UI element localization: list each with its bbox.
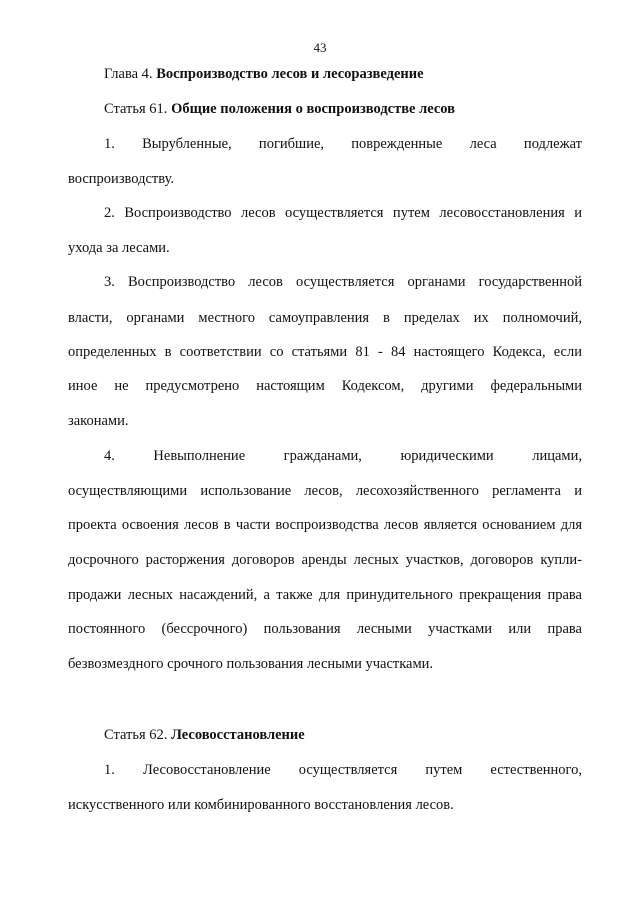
article-61-line: 4. Невыполнение гражданами, юридическими лицами,: [104, 448, 582, 464]
article-62-title: Лесовосстановление: [171, 727, 305, 743]
article-61-line: досрочного расторжения договоров аренды лесных участков, договоров купли-: [68, 552, 582, 568]
chapter-heading: [104, 66, 424, 83]
article-62-line: 1. Лесовосстановление осуществляется путем естественного,: [104, 762, 582, 778]
article-61-title: Общие положения о воспроизводстве лесов: [171, 101, 456, 117]
article-62-heading: [104, 727, 305, 744]
article-61-line: постоянного (бессрочного) пользования лесными участками или права: [68, 621, 582, 637]
chapter-prefix: Глава 4.: [104, 66, 153, 82]
article-61-line: законами.: [68, 413, 129, 429]
article-62-line: искусственного или комбинированного восстановления лесов.: [68, 797, 454, 813]
article-61-line: определенных в соответствии со статьями 81 - 84 настоящего Кодекса, если: [68, 344, 582, 360]
article-61-line: 1. Вырубленные, погибшие, поврежденные леса подлежат: [104, 136, 582, 152]
article-61-line: 3. Воспроизводство лесов осуществляется органами государственной: [104, 274, 582, 290]
article-61-line: проекта освоения лесов в части воспроизводства лесов является основанием для: [68, 517, 582, 533]
article-61-line: 2. Воспроизводство лесов осуществляется путем лесовосстановления и: [104, 205, 582, 221]
article-61-heading: [104, 101, 455, 118]
article-61-line: осуществляющими использование лесов, лесохозяйственного регламента и: [68, 483, 582, 499]
article-62-prefix: Статья 62.: [104, 727, 168, 743]
article-61-line: иное не предусмотрено настоящим Кодексом, другими федеральными: [68, 378, 582, 394]
article-61-line: продажи лесных насаждений, а также для принудительного прекращения права: [68, 587, 582, 603]
article-61-prefix: Статья 61.: [104, 101, 168, 117]
chapter-title: Воспроизводство лесов и лесоразведение: [156, 66, 424, 82]
article-61-line: ухода за лесами.: [68, 240, 170, 256]
article-61-line: власти, органами местного самоуправления в пределах их полномочий,: [68, 310, 582, 326]
article-61-line: воспроизводству.: [68, 171, 175, 187]
article-61-line: безвозмездного срочного пользования лесными участками.: [68, 656, 434, 672]
page-number: 43: [313, 40, 327, 55]
